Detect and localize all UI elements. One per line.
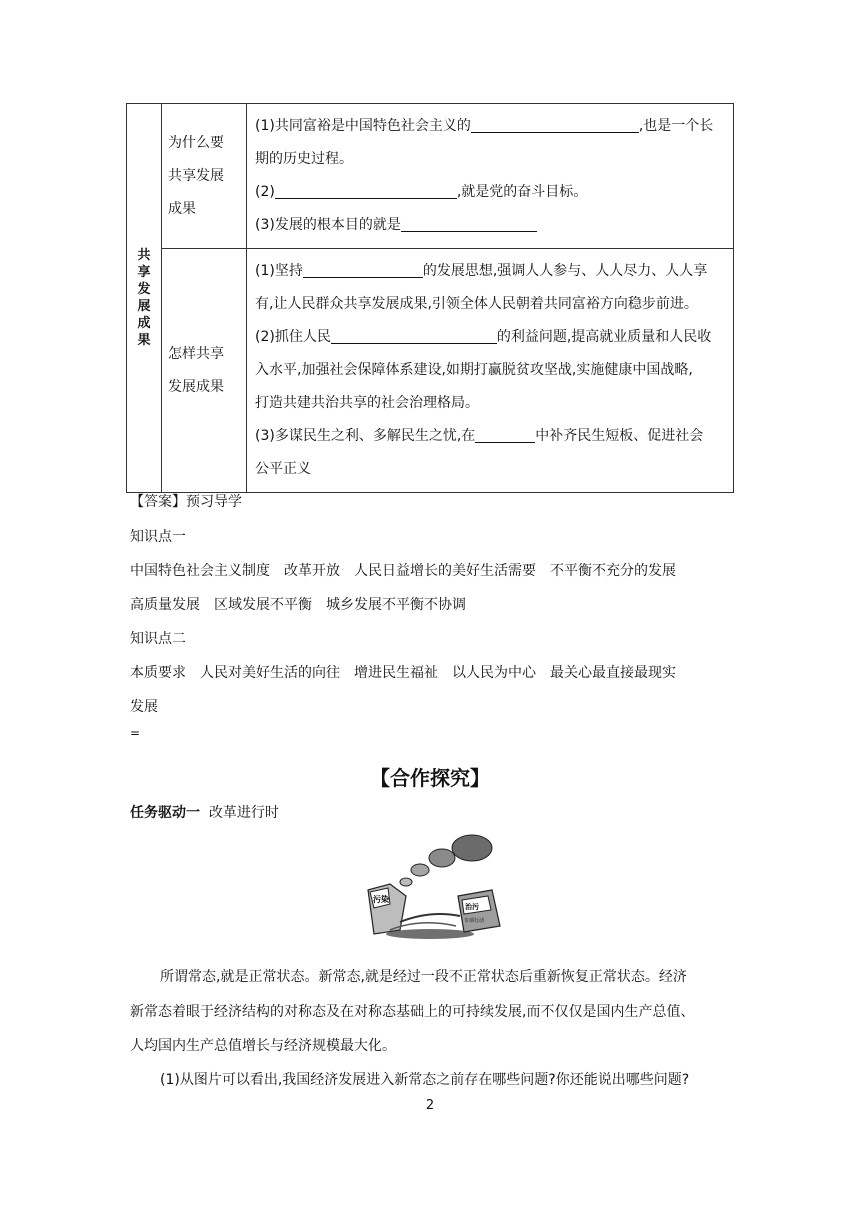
fill-blank[interactable] [275, 182, 457, 199]
answer-line: (2)抓住人民 的利益问题,提高就业质量和人民收 [255, 329, 712, 345]
side-char: 共 [137, 248, 151, 263]
fill-blank[interactable] [475, 426, 535, 443]
paragraph-line: 新常态着眼于经济结构的对称态及在对称态基础上的可持续发展,而不仅仅是国内生产总值、 [130, 1004, 695, 1020]
side-char: 发 [137, 282, 151, 297]
answer-line: 入水平,加强社会保障体系建设,如期打赢脱贫攻坚战,实施健康中国战略, [255, 362, 693, 378]
fill-blank[interactable] [331, 327, 497, 344]
right-sign-text: 治污 [465, 903, 479, 911]
task-title: 改革进行时 [208, 805, 279, 821]
kp2-line: 本质要求 人民对美好生活的向往 增进民生福祉 以人民为中心 最关心最直接最现实 [130, 665, 676, 681]
side-char: 展 [137, 299, 151, 314]
side-char: 成 [137, 316, 151, 331]
answer-line: (3)发展的根本目的就是 [255, 209, 725, 242]
page-number: 2 [425, 1098, 435, 1113]
answer-line: 期的历史过程。 [255, 151, 353, 167]
question-line: 为什么要 [168, 134, 224, 151]
answer-line: (1)共同富裕是中国特色社会主义的 ,也是一个长 [255, 118, 714, 134]
knowledge-table [126, 103, 734, 493]
section-title: 【合作探究】 [370, 766, 490, 790]
kp2-title: 知识点二 [130, 631, 186, 647]
question-line: 发展成果 [168, 378, 224, 395]
question-line: 共享发展 [168, 167, 224, 184]
side-char: 享 [137, 265, 151, 280]
fill-blank[interactable] [401, 215, 537, 232]
kp1-line: 中国特色社会主义制度 改革开放 人民日益增长的美好生活需要 不平衡不充分的发展 [130, 563, 676, 579]
task-label: 任务驱动一 [130, 805, 200, 821]
answer-line: (3)多谋民生之利、多解民生之忧,在 中补齐民生短板、促进社会 [255, 428, 704, 444]
kp1-line: 高质量发展 区域发展不平衡 城乡发展不平衡不协调 [130, 597, 466, 613]
question-line: 怎样共享 [168, 345, 224, 362]
answer-line: 公平正义 [255, 461, 311, 477]
paragraph-line: 人均国内生产总值增长与经济规模最大化。 [130, 1038, 396, 1054]
question-line: 成果 [168, 200, 196, 217]
paragraph-line: 所谓常态,就是正常状态。新常态,就是经过一段不正常状态后重新恢复正常状态。经济 [160, 969, 687, 985]
left-sign-text: 污染 [373, 895, 389, 904]
question-line: (1)从图片可以看出,我国经济发展进入新常态之前存在哪些问题?你还能说出哪些问题? [160, 1072, 690, 1088]
answer-line: 有,让人民群众共享发展成果,引领全体人民朝着共同富裕方向稳步前进。 [255, 296, 698, 312]
fill-blank[interactable] [303, 261, 423, 278]
side-char: 果 [137, 333, 151, 348]
question-how [162, 249, 247, 493]
answer-line: 打造共建共治共享的社会治理格局。 [255, 395, 479, 411]
right-sign-subtext: 专项行动 [464, 918, 485, 924]
kp2-line: 发展 [130, 699, 158, 715]
answer-header: 【答案】预习导学 [130, 494, 242, 510]
table-side-label [127, 104, 162, 493]
task-heading [130, 802, 279, 822]
pollution-cartoon-illustration [360, 830, 510, 940]
stray-mark: = [130, 726, 141, 740]
answer-cell-why [247, 104, 734, 249]
answer-line: (1)坚持 的发展思想,强调人人参与、人人尽力、人人享 [255, 263, 708, 279]
question-why [162, 104, 247, 249]
answer-line: (2) ,就是党的奋斗目标。 [255, 184, 588, 200]
answer-cell-how [247, 249, 734, 493]
kp1-title: 知识点一 [130, 529, 186, 545]
fill-blank[interactable] [471, 116, 639, 133]
